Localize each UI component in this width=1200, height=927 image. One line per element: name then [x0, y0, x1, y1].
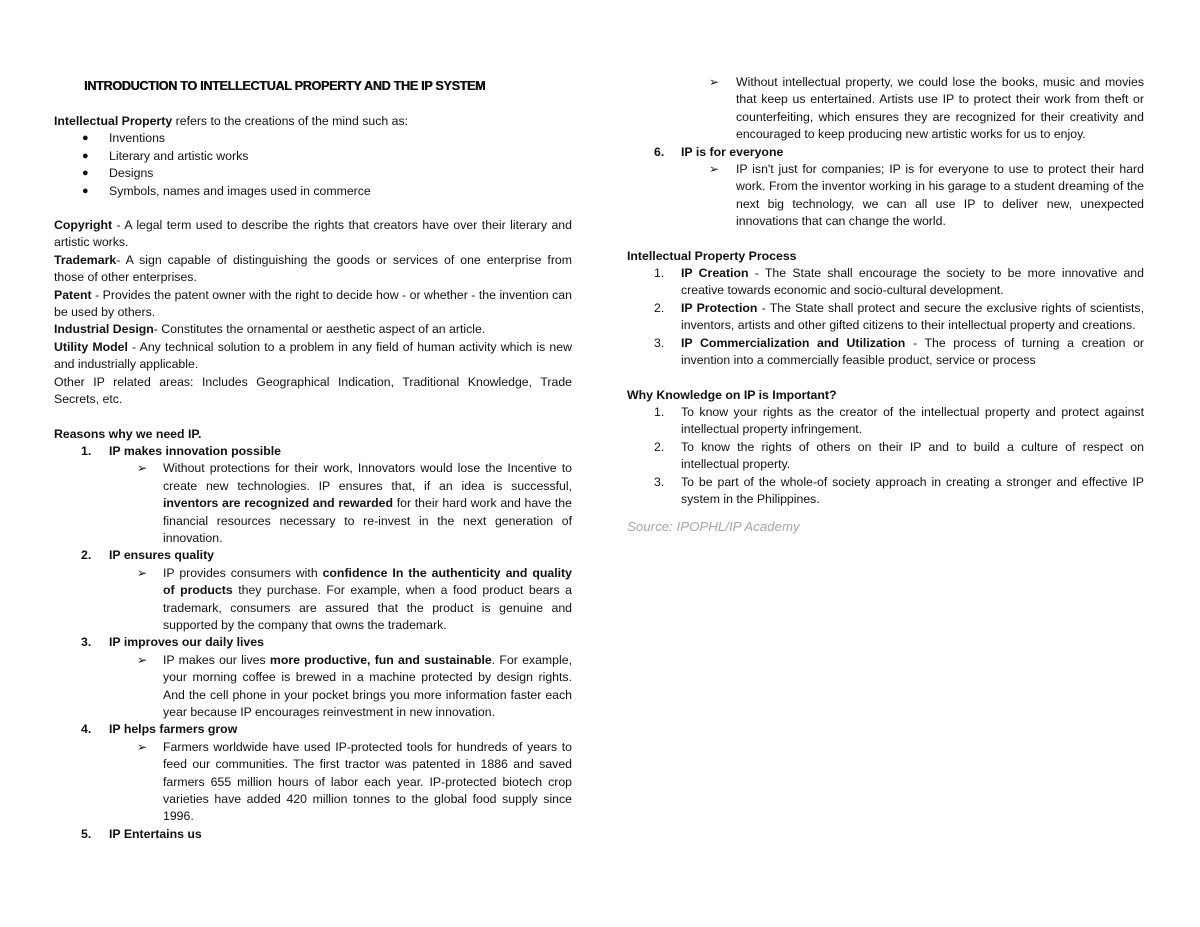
process-item-3: 3. IP Commercialization and Utilization - The process of turning a creation or invention into a commercially feasible product, service or process: [654, 335, 1144, 368]
list-item: ● Symbols, names and images used in commerce: [54, 183, 572, 200]
arrow-bullet-icon: ➢: [709, 162, 720, 177]
document-title: INTRODUCTION TO INTELLECTUAL PROPERTY AND THE IP SYSTEM: [84, 79, 486, 93]
reason-body-5: ➢ Without intellectual property, we could lose the books, music and movies that keep us entertained. Artists use IP to protect their work from theft or counterfeiting, which ensures they are recognized for their creativity and encouraged to keep producing new artistic works for us to enjoy.: [709, 75, 1144, 142]
bullet-icon: ●: [82, 132, 89, 145]
arrow-bullet-icon: ➢: [137, 565, 148, 580]
reason-body-4: ➢ Farmers worldwide have used IP-protected tools for hundreds of years to feed our communities. The first tractor was patented in 1886 and saved farmers 655 million hours of labor each year. IP-protected biotech crop varieties have added 420 million tonnes to the global food supply since 1996.: [137, 739, 572, 824]
list-item: ● Designs: [54, 165, 572, 182]
reason-heading-4: 4. IP helps farmers grow: [81, 722, 238, 737]
why-item-3: 3. To be part of the whole-of society approach in creating a stronger and effective IP system in the Philippines.: [654, 474, 1144, 506]
process-item-1: 1. IP Creation - The State shall encourage the society to be more innovative and creative towards economic and socio-cultural development.: [654, 266, 1144, 298]
reasons-heading: Reasons why we need IP.: [54, 426, 202, 441]
list-item: ● Inventions: [54, 130, 572, 147]
definition-trademark: Trademark- A sign capable of distinguishing the goods or services of one enterprise from those of other enterprises.: [54, 252, 572, 285]
arrow-bullet-icon: ➢: [137, 461, 148, 476]
other-ip-areas: Other IP related areas: Includes Geographical Indication, Traditional Knowledge, Trade Secrets, etc.: [54, 374, 572, 407]
reason-body-3: ➢ IP makes our lives more productive, fun and sustainable. For example, your morning coffee is brewed in a machine protected by design rights. And the cell phone in your pocket brings you more information faster each year because IP encourages reinvestment in new innovation.: [137, 652, 572, 719]
arrow-bullet-icon: ➢: [709, 75, 720, 89]
definition-industrial-design: Industrial Design- Constitutes the ornamental or aesthetic aspect of an article.: [54, 322, 486, 337]
reason-heading-5: 5. IP Entertains us: [81, 826, 202, 841]
definition-patent: Patent - Provides the patent owner with the right to decide how - or whether - the invention can be used by others.: [54, 287, 572, 320]
reason-body-2: ➢ IP provides consumers with confidence In the authenticity and quality of products they purchase. For example, when a food product bears a trademark, consumers are assured that the product is genuine and supported by the company that owns the trademark.: [137, 565, 572, 632]
arrow-bullet-icon: ➢: [137, 652, 148, 667]
right-column: [627, 74, 1144, 536]
ip-intro-text: refers to the creations of the mind such as:: [172, 114, 409, 128]
process-heading: Intellectual Property Process: [627, 248, 797, 263]
bullet-icon: ●: [82, 149, 89, 162]
definition-utility-model: Utility Model - Any technical solution to a problem in any field of human activity which is new and industrially applicable.: [54, 339, 572, 372]
left-column: [54, 74, 572, 843]
reason-heading-3: 3. IP improves our daily lives: [81, 635, 264, 650]
reason-heading-1: 1. IP makes innovation possible: [81, 443, 281, 458]
bullet-icon: ●: [82, 184, 89, 197]
reason-body-1: ➢ Without protections for their work, Innovators would lose the Incentive to create new technologies. IP ensures that, if an idea is successful, inventors are recognized and rewarded for their hard work and have the financial resources necessary to re-invest in the next generation of innovation.: [137, 461, 572, 545]
arrow-bullet-icon: ➢: [137, 739, 148, 754]
reason-body-6: ➢ IP isn't just for companies; IP is for everyone to use to protect their hard work. From the inventor working in his garage to a student dreaming of the next big technology, we can all use IP to deliver new, unexpected innovations that can change the world.: [709, 162, 1144, 229]
list-item: ● Literary and artistic works: [54, 148, 572, 165]
why-item-1: 1. To know your rights as the creator of the intellectual property and protect against intellectual property infringement.: [654, 404, 1144, 437]
reason-heading-6: 6. IP is for everyone: [654, 144, 784, 159]
source-note: Source: IPOPHL/IP Academy: [627, 519, 800, 535]
ip-intro: [54, 113, 572, 130]
why-heading: Why Knowledge on IP is Important?: [627, 387, 837, 402]
reason-heading-2: 2. IP ensures quality: [81, 548, 215, 563]
process-item-2: 2. IP Protection - The State shall protect and secure the exclusive rights of scientists, inventors, artists and other gifted citizens to their intellectual property and creations.: [654, 300, 1145, 333]
definition-copyright: Copyright - A legal term used to describe the rights that creators have over their literary and artistic works.: [54, 218, 572, 250]
why-item-2: 2. To know the rights of others on their IP and to build a culture of respect on intellectual property.: [654, 439, 1144, 472]
ip-intro-term: Intellectual Property: [54, 114, 173, 128]
bullet-icon: ●: [82, 167, 89, 180]
